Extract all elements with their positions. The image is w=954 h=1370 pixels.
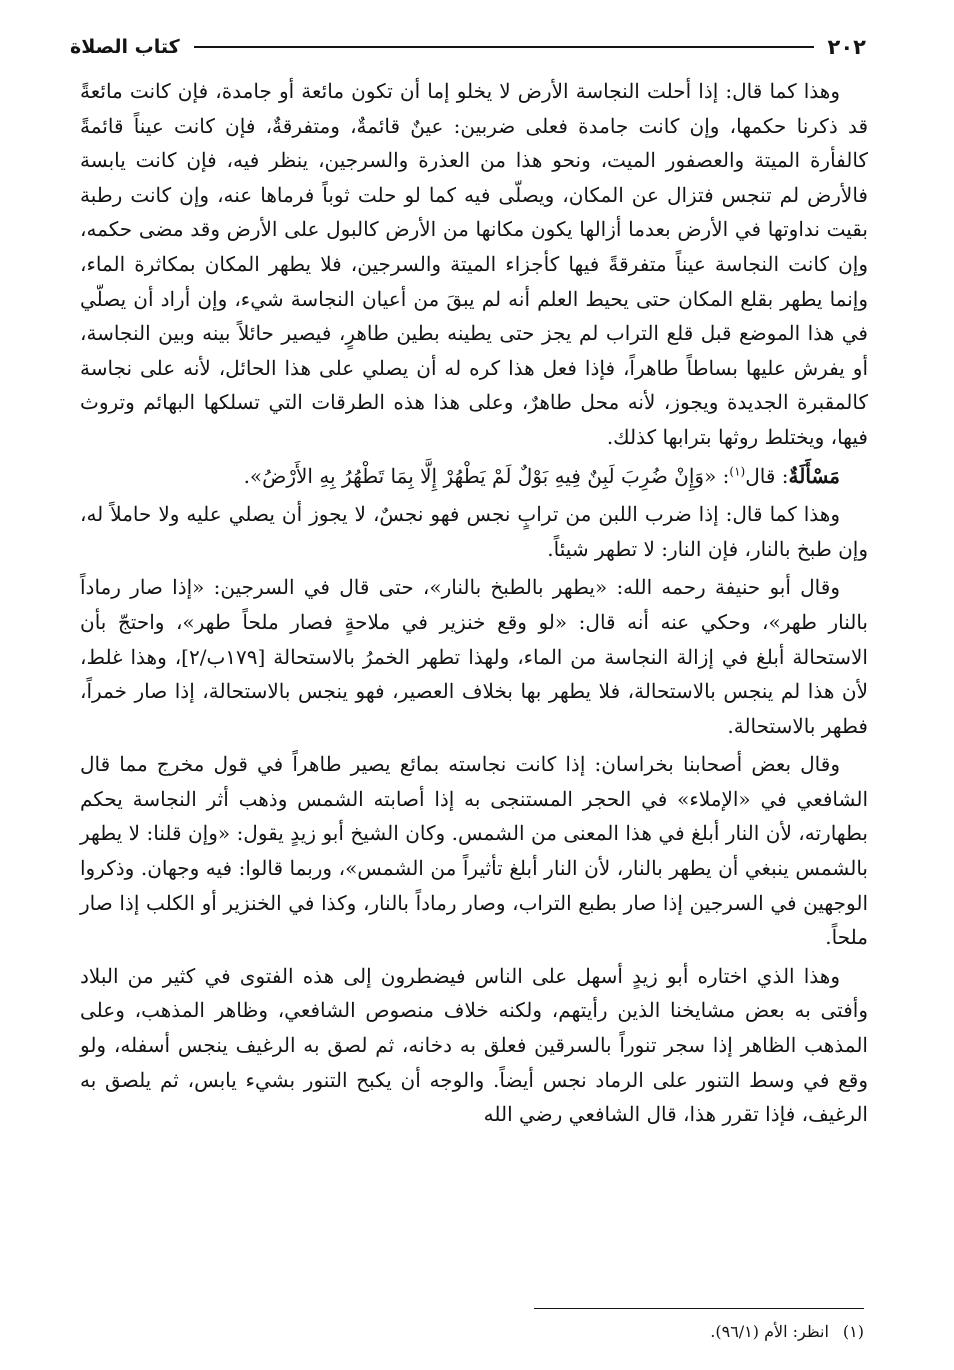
paragraph: وقال بعض أصحابنا بخراسان: إذا كانت نجاسته بمائع يصير طاهراً في قول مخرج مما قال الشافعي في «الإملاء» في الحجر المستنجى به إذا أصابته الشمس وذهب أثر النجاسة يحكم بطهارته، لأن النار أبلغ في هذا المعنى من الشمس. وكان الشيخ أبو زيدٍ يقول: «وإن قلنا: لا يطهر بالشمس ينبغي أن يطهر بالنار، لأن النار أبلغ تأثيراً من الشمس»، وربما قالوا: فيه وجهان. وذكروا الوجهين في السرجين إذا صار بطبع التراب، وصار رماداً بالنار، وكذا في الخنزير أو الكلب إذا صار ملحاً.: [80, 752, 868, 950]
book-title: كتاب الصلاة: [70, 36, 180, 58]
main-text: [80, 74, 868, 1132]
paragraph: وهذا الذي اختاره أبو زيدٍ أسهل على الناس فيضطرون إلى هذه الفتوى في كثير من البلاد وأفتى به بعض مشايخنا الذين رأيتهم، ولكنه خلاف منصوص الشافعي، وظاهر المذهب، وعلى المذهب الظاهر إذا سجر تنوراً بالسرقين فعلق به دخانه، ثم لصق به الرغيف ينجس أسفله، ولو وقع في وسط التنور على الرماد نجس أيضاً. والوجه أن يكبح التنور بشيء يابس، ثم يلصق به الرغيف، فإذا تقرر هذا، قال الشافعي رضي الله: [80, 963, 868, 1127]
footnote-number: (١): [842, 1322, 864, 1341]
header-rule: [194, 46, 814, 48]
footnote-text: انظر: الأم (٩٦/١).: [710, 1322, 829, 1341]
masala-said: قال: [745, 463, 776, 488]
masala-paragraph: [80, 459, 868, 494]
footnote-rule: [534, 1308, 864, 1309]
page-header: [70, 30, 866, 64]
paragraph: وهذا كما قال: إذا أحلت النجاسة الأرض لا يخلو إما أن تكون مائعة أو جامدة، فإن كانت مائعةً قد ذكرنا حكمها، وإن كانت جامدة فعلى ضربين: عينٌ قائمةٌ، ومتفرقةٌ، فإن كانت عيناً قائمةً كالفأرة الميتة والعصفور الميت، ونحو هذا من العذرة والسرجين، ينظر فيه، فإن كانت يابسة فالأرض لم تنجس فتزال عن المكان، ويصلّى فيه كما لو حلت ثوباً فرماها عنه، وإن كانت رطبة بقيت نداوتها في الأرض بعدما أزالها يكون مكانها من الأرض كالبول على الأرض وقد مضى حكمه، وإن كانت النجاسة عيناً متفرقةً فيها كأجزاء الميتة والسرجين، فلا يطهر المكان بمكاثرة الماء، وإنما يطهر بقلع المكان حتى يحيط العلم أنه لم يبقَ من أعيان النجاسة شيء، وإن أراد أن يصلّي في هذا الموضع قبل قلع التراب لم يجز حتى يطينه بطين طاهرٍ، فيصير حائلاً بينه وبين النجاسة، أو يفرش عليها بساطاً طاهراً، فإذا فعل هذا كره له أن يصلي على هذا الحائل، لأنه على نجاسة كالمقبرة الجديدة ويجوز، لأنه محل طاهرٌ، وعلى هذا هذه الطرقات التي تسلكها البهائم وتروث فيها، ويختلط روثها بترابها كذلك.: [80, 79, 868, 449]
masala-quote: : «وَإِنْ ضُرِبَ لَبِنٌ فِيهِ بَوْلٌ لَمْ يَطْهُرْ إِلَّا بِمَا تَطْهُرُ بِهِ الأَرْضُ».: [243, 463, 730, 488]
page-number: ٢٠٢: [827, 35, 866, 59]
paragraph: وهذا كما قال: إذا ضرب اللبن من ترابٍ نجس فهو نجسٌ، لا يجوز أن يصلي عليه ولا حاملاً له، وإن طبخ بالنار، فإن النار: لا تطهر شيئاً.: [80, 502, 868, 561]
footnote: [80, 1320, 864, 1344]
masala-colon: :: [781, 463, 789, 488]
footnote-reference[interactable]: (١): [729, 463, 746, 478]
paragraph: وقال أبو حنيفة رحمه الله: «يطهر بالطبخ بالنار»، حتى قال في السرجين: «إذا صار رماداً بالنار طهر»، وحكي عنه أنه قال: «لو وقع خنزير في ملاحةٍ فصار ملحاً طهر»، واحتجّ بأن الاستحالة أبلغ في إزالة النجاسة من الماء، ولهذا تطهر الخمرُ بالاستحالة [١٧٩ب/٢]، وهذا غلط، لأن هذا لم ينجس بالاستحالة، فلا يطهر بها بخلاف العصير، فهو ينجس بالاستحالة، إذا صار خمراً، فطهر بالاستحالة.: [80, 575, 868, 738]
masala-label: مَسْأَلَةٌ: [788, 463, 840, 488]
